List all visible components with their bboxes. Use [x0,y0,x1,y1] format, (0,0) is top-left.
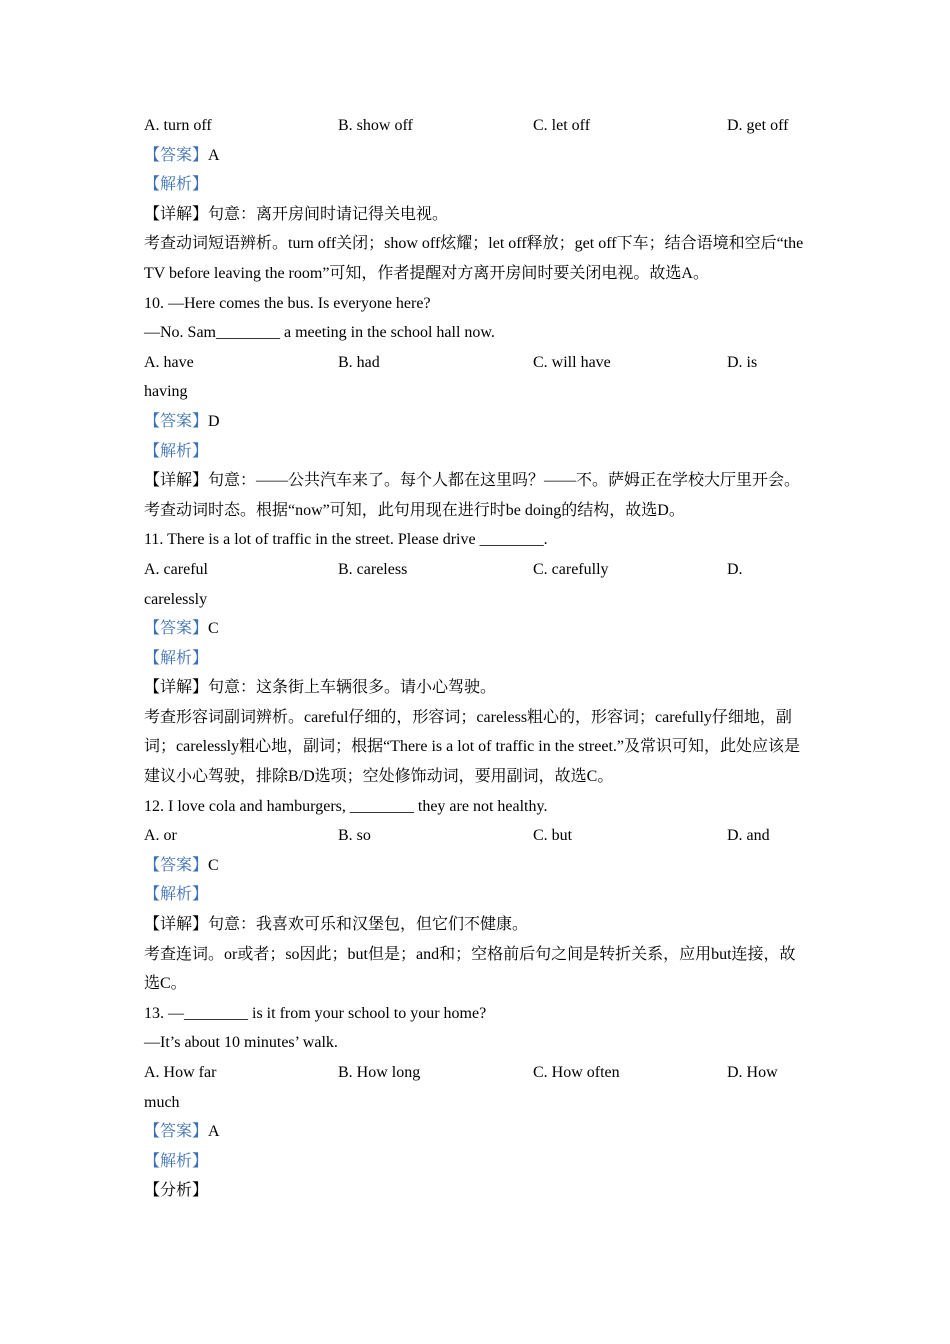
answer-tag: 【答案】 [144,412,209,430]
question-13-options [144,1058,808,1088]
option-b: B. show off [338,117,413,134]
question-13-stem: 13. —________ is it from your school to your home? [144,1004,487,1022]
option-a: A. have [144,353,194,371]
option-d-wrap: carelessly [144,590,208,608]
answer-value: C [208,856,219,874]
detail-tag: 【详解】 [144,472,209,490]
question-13-reply: —It’s about 10 minutes’ walk. [144,1034,338,1052]
explanation-text: 考查动词时态。根据“now”可知，此句用现在进行时be doing的结构，故选D。 [144,501,685,519]
option-d: D. and [727,827,770,845]
analysis-tag: 【解析】 [144,442,209,460]
detail-text: 句意：离开房间时请记得关电视。 [208,205,449,223]
answer-tag: 【答案】 [144,1123,209,1141]
option-d-wrap: much [144,1093,180,1111]
answer-line [144,614,808,644]
explanation-text: 考查连词。or或者；so因此；but但是；and和；空格前后句之间是转折关系，应用but连接，故选C。 [144,945,796,993]
detail-text: 句意：这条街上车辆很多。请小心驾驶。 [208,679,497,697]
detail-line [144,200,808,230]
detail-line [144,673,808,703]
analysis-tag: 【解析】 [144,649,209,667]
answer-value: D [208,412,220,430]
question-10-stem: 10. —Here comes the bus. Is everyone here? [144,294,431,312]
option-a: A. or [144,827,177,845]
question-10-reply: —No. Sam________ a meeting in the school hall now. [144,324,495,342]
answer-tag: 【答案】 [144,856,209,874]
detail-tag: 【详解】 [144,205,209,223]
option-d: D. [727,560,743,578]
option-b: B. How long [338,1064,421,1081]
detail-tag: 【详解】 [144,916,209,934]
option-d: D. get off [727,117,789,134]
analysis-tag: 【解析】 [144,1152,209,1170]
option-c: C. How often [533,1064,620,1081]
option-c: C. carefully [533,560,609,578]
answer-value: A [208,146,220,164]
question-12-stem: 12. I love cola and hamburgers, ________ they are not healthy. [144,797,548,815]
detail-tag: 【详解】 [144,679,209,697]
option-b: B. careless [338,560,408,578]
option-a: A. careful [144,560,208,578]
analysis-tag: 【解析】 [144,176,209,194]
answer-tag: 【答案】 [144,146,209,164]
explanation-text: 考查形容词副词辨析。careful仔细的，形容词；careless粗心的，形容词；carefully仔细地，副词；carelessly粗心地，副词；根据“There is a lot of traffic in the street.”及常识可知，此处应该是建议小心驾驶，排除B/D选项；空处修饰动词，要用副词，故选C。 [144,708,801,786]
option-c: C. will have [533,353,611,371]
analysis-tag: 【解析】 [144,886,209,904]
question-9-options [144,111,808,141]
answer-value: A [208,1123,220,1141]
fenxi-tag: 【分析】 [144,1182,209,1200]
option-d: D. is [727,353,758,371]
detail-text: 句意：我喜欢可乐和汉堡包，但它们不健康。 [208,916,529,934]
document-page [144,111,808,1206]
detail-text: 句意：——公共汽车来了。每个人都在这里吗？——不。萨姆正在学校大厅里开会。 [208,472,801,490]
question-11-options [144,555,808,585]
answer-line [144,407,808,437]
option-c: C. but [533,827,573,845]
option-b: B. had [338,353,380,371]
answer-tag: 【答案】 [144,620,209,638]
question-11-stem: 11. There is a lot of traffic in the street. Please drive ________. [144,531,548,549]
answer-line [144,851,808,881]
option-a: A. turn off [144,117,212,134]
detail-line [144,910,808,940]
answer-line [144,1117,808,1147]
option-d-wrap: having [144,383,188,401]
detail-line [144,466,808,496]
question-12-options [144,821,808,851]
option-d: D. How [727,1064,778,1081]
option-b: B. so [338,827,371,845]
option-a: A. How far [144,1064,217,1081]
answer-value: C [208,620,219,638]
answer-line [144,141,808,171]
explanation-text: 考查动词短语辨析。turn off关闭；show off炫耀；let off释放；get off下车；结合语境和空后“the TV before leaving the room”可知，作者提醒对方离开房间时要关闭电视。故选A。 [144,235,804,282]
option-c: C. let off [533,117,591,134]
question-10-options [144,348,808,378]
